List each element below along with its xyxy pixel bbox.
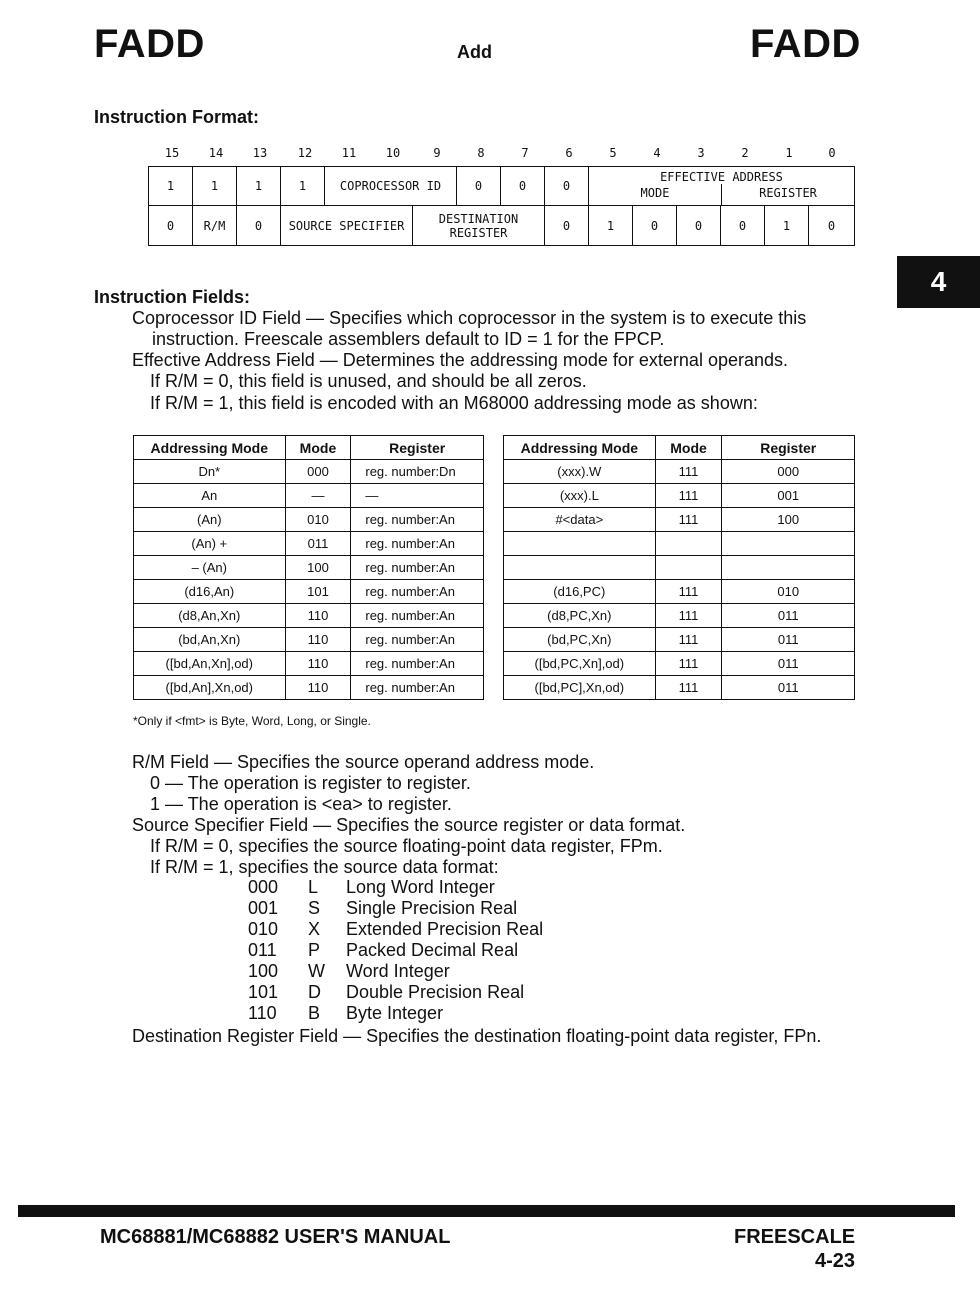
mode-cell [655, 556, 722, 580]
addressing-mode-cell: ([bd,An,Xn],od) [134, 652, 286, 676]
coprocessor-id-desc: Coprocessor ID Field — Specifies which coprocessor in the system is to execute this [132, 308, 807, 328]
format-name: Word Integer [346, 961, 450, 981]
format-letter: P [308, 940, 321, 960]
table-row [504, 628, 855, 652]
rm-0-desc: 0 — The operation is register to register. [150, 773, 471, 793]
addressing-mode-cell [504, 532, 656, 556]
addressing-mode-cell: (bd,PC,Xn) [504, 628, 656, 652]
format-item [248, 961, 543, 982]
bit-number: 11 [341, 146, 357, 160]
mode-cell: 110 [285, 676, 351, 700]
bit-cell: 0 [545, 206, 589, 245]
table-row [134, 580, 484, 604]
bit-cell: 1 [281, 167, 325, 205]
mode-cell: 111 [655, 604, 722, 628]
bit-cell: 1 [765, 206, 809, 245]
page-title-left: FADD [94, 22, 205, 66]
bit-cell: 0 [827, 218, 836, 233]
format-letter: B [308, 1003, 321, 1023]
page-title-right: FADD [750, 22, 861, 66]
format-item [248, 940, 543, 961]
rm-bit-cell: R/M [193, 206, 237, 245]
column-header: Mode [655, 436, 722, 460]
column-header: Addressing Mode [504, 436, 656, 460]
operation-name: Add [457, 42, 492, 62]
format-code: 110 [248, 1003, 277, 1023]
table-row [134, 508, 484, 532]
format-code: 100 [248, 961, 279, 981]
register-cell: 011 [722, 676, 855, 700]
bit-number: 1 [785, 146, 793, 160]
format-code: 001 [248, 898, 279, 918]
destination-register-field: DESTINATION REGISTER [413, 206, 545, 245]
effective-address-field [589, 167, 854, 205]
format-item [248, 919, 543, 940]
table-row [134, 460, 484, 484]
bit-number: 10 [385, 146, 401, 160]
addressing-mode-cell: (d16,PC) [504, 580, 656, 604]
bit-cell: 1 [237, 167, 281, 205]
footnote: *Only if <fmt> is Byte, Word, Long, or Single. [133, 714, 371, 728]
table-row [134, 556, 484, 580]
addressing-mode-table-right [503, 435, 855, 700]
register-cell: 011 [722, 628, 855, 652]
register-cell: reg. number:An [351, 556, 484, 580]
bit-cell: 1 [589, 206, 633, 245]
footer-rule [18, 1205, 955, 1217]
register-cell: reg. number:An [351, 508, 484, 532]
register-cell: 011 [722, 604, 855, 628]
bit-cell: 0 [501, 167, 545, 205]
table-row [504, 460, 855, 484]
table-row [134, 532, 484, 556]
rm-1-desc: 1 — The operation is <ea> to register. [150, 794, 452, 814]
addressing-mode-table-left [133, 435, 484, 700]
register-cell: reg. number:An [351, 604, 484, 628]
addressing-mode-cell: (xxx).W [504, 460, 656, 484]
mode-cell: 110 [285, 652, 351, 676]
bit-cell: 0 [677, 206, 721, 245]
register-cell: reg. number:Dn [351, 460, 484, 484]
ea-rm1-desc: If R/M = 1, this field is encoded with an M68000 addressing mode as shown: [150, 393, 758, 413]
bit-number: 6 [565, 146, 573, 160]
company-name: FREESCALE [734, 1226, 856, 1248]
mode-cell: 111 [655, 508, 722, 532]
addressing-mode-cell [504, 556, 656, 580]
addressing-mode-cell: (xxx).L [504, 484, 656, 508]
bit-number: 3 [697, 146, 705, 160]
addressing-mode-cell: (bd,An,Xn) [134, 628, 286, 652]
bit-number: 4 [653, 146, 661, 160]
bit-cell: 0 [149, 206, 193, 245]
register-cell [722, 556, 855, 580]
format-code: 000 [248, 877, 279, 897]
format-code: 101 [248, 982, 279, 1002]
bit-cell: 1 [149, 167, 193, 205]
mode-cell: 100 [285, 556, 351, 580]
column-header: Register [722, 436, 855, 460]
table-row [504, 652, 855, 676]
mode-cell: 110 [285, 604, 351, 628]
table-row [504, 676, 855, 700]
format-name: Single Precision Real [346, 898, 518, 918]
register-cell: — [351, 484, 484, 508]
table-row [504, 532, 855, 556]
coprocessor-id-desc-cont: instruction. Freescale assemblers default to ID = 1 for the FPCP. [152, 329, 665, 349]
register-cell: 010 [722, 580, 855, 604]
ea-label: EFFECTIVE ADDRESS [660, 170, 783, 184]
mode-cell: 101 [285, 580, 351, 604]
register-cell: reg. number:An [351, 628, 484, 652]
addressing-mode-cell: – (An) [134, 556, 286, 580]
bit-number: 8 [477, 146, 485, 160]
register-cell: reg. number:An [351, 652, 484, 676]
format-item [248, 1003, 543, 1024]
effective-address-desc: Effective Address Field — Determines the addressing mode for external operands. [132, 350, 789, 370]
format-item [248, 982, 543, 1003]
table-row [134, 676, 484, 700]
page-number: 4-23 [815, 1250, 856, 1272]
bit-number: 13 [252, 146, 268, 160]
addressing-mode-cell: ([bd,PC,Xn],od) [504, 652, 656, 676]
table-row [504, 508, 855, 532]
format-letter: D [308, 982, 321, 1002]
bit-number: 15 [164, 146, 180, 160]
mode-cell: 111 [655, 652, 722, 676]
table-row [504, 580, 855, 604]
mode-cell: 011 [285, 532, 351, 556]
rm-field-desc: R/M Field — Specifies the source operand address mode. [132, 752, 595, 772]
bit-number: 2 [741, 146, 749, 160]
format-item [248, 898, 543, 919]
manual-title: MC68881/MC68882 USER'S MANUAL [100, 1226, 451, 1248]
table-row [134, 604, 484, 628]
instruction-format-heading: Instruction Format: [94, 107, 259, 127]
source-specifier-desc: Source Specifier Field — Specifies the source register or data format. [132, 815, 686, 835]
register-cell: reg. number:An [351, 676, 484, 700]
bit-number: 5 [609, 146, 617, 160]
bit-number: 9 [433, 146, 441, 160]
table-row [504, 484, 855, 508]
table-row [504, 556, 855, 580]
format-letter: W [308, 961, 325, 981]
mode-cell: 111 [655, 484, 722, 508]
bit-cell: 0 [721, 206, 765, 245]
addressing-mode-cell: (An) [134, 508, 286, 532]
destination-register-desc: Destination Register Field — Specifies the destination floating-point data register, FPn. [132, 1026, 822, 1046]
bit-number: 12 [297, 146, 313, 160]
table-row [134, 628, 484, 652]
format-letter: L [308, 877, 319, 897]
register-cell [722, 532, 855, 556]
addressing-mode-cell: (d16,An) [134, 580, 286, 604]
mode-cell [655, 532, 722, 556]
bit-cell: 0 [237, 206, 281, 245]
format-item [248, 877, 543, 898]
ea-register-label: REGISTER [759, 186, 817, 200]
register-cell: reg. number:An [351, 532, 484, 556]
bit-number: 0 [828, 146, 836, 160]
format-name: Byte Integer [346, 1003, 444, 1023]
register-cell: 001 [722, 484, 855, 508]
format-letter: X [308, 919, 321, 939]
format-name: Packed Decimal Real [346, 940, 519, 960]
bit-cell: 1 [193, 167, 237, 205]
mode-cell: 111 [655, 460, 722, 484]
ea-rm0-desc: If R/M = 0, this field is unused, and should be all zeros. [150, 371, 587, 391]
format-letter: S [308, 898, 321, 918]
mode-cell: 010 [285, 508, 351, 532]
source-specifier-field: SOURCE SPECIFIER [281, 206, 413, 245]
addressing-mode-cell: An [134, 484, 286, 508]
table-row [134, 484, 484, 508]
addressing-mode-cell: #<data> [504, 508, 656, 532]
register-cell: 011 [722, 652, 855, 676]
format-code: 010 [248, 919, 279, 939]
mode-cell: 111 [655, 628, 722, 652]
bit-number: 7 [521, 146, 529, 160]
format-code: 011 [248, 940, 277, 960]
format-name: Double Precision Real [346, 982, 525, 1002]
ea-mode-label: MODE [640, 186, 670, 200]
source-rm0-desc: If R/M = 0, specifies the source floating-point data register, FPm. [150, 836, 663, 856]
coprocessor-id-field: COPROCESSOR ID [325, 167, 457, 205]
column-header: Register [351, 436, 484, 460]
column-header: Addressing Mode [134, 436, 286, 460]
column-header: Mode [285, 436, 351, 460]
bit-cell: 0 [457, 167, 501, 205]
source-format-list [248, 877, 543, 1024]
instruction-fields-heading: Instruction Fields: [94, 287, 251, 307]
format-name: Long Word Integer [346, 877, 495, 897]
bit-number: 14 [208, 146, 224, 160]
register-cell: 000 [722, 460, 855, 484]
mode-cell: 110 [285, 628, 351, 652]
bit-cell: 0 [545, 167, 589, 205]
table-row [134, 652, 484, 676]
addressing-mode-cell: ([bd,PC],Xn,od) [504, 676, 656, 700]
addressing-mode-cell: Dn* [134, 460, 286, 484]
addressing-mode-cell: ([bd,An],Xn,od) [134, 676, 286, 700]
register-cell: 100 [722, 508, 855, 532]
source-rm1-desc: If R/M = 1, specifies the source data format: [150, 857, 499, 877]
mode-cell: 111 [655, 676, 722, 700]
addressing-mode-cell: (An) + [134, 532, 286, 556]
addressing-mode-cell: (d8,An,Xn) [134, 604, 286, 628]
addressing-mode-cell: (d8,PC,Xn) [504, 604, 656, 628]
register-cell: reg. number:An [351, 580, 484, 604]
table-row [504, 604, 855, 628]
chapter-tab: 4 [897, 256, 980, 308]
bit-cell: 0 [633, 206, 677, 245]
instruction-format-table [148, 166, 855, 246]
mode-cell: 111 [655, 580, 722, 604]
mode-cell: 000 [285, 460, 351, 484]
format-name: Extended Precision Real [346, 919, 544, 939]
mode-cell: — [285, 484, 351, 508]
